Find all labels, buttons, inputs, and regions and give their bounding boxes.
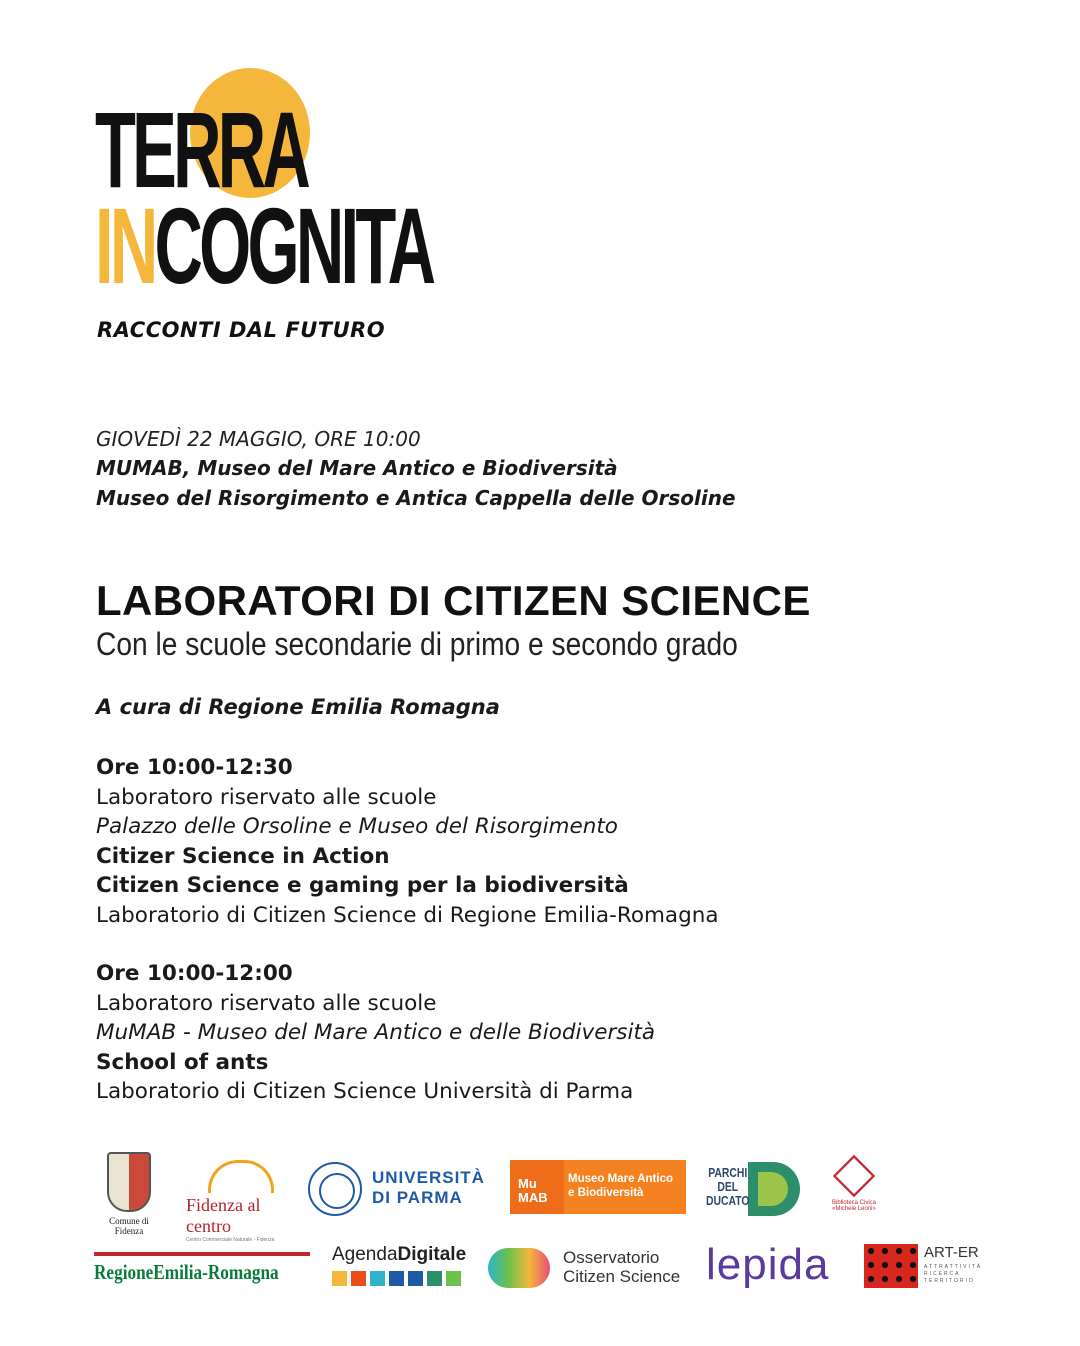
mumab-text — [568, 1172, 673, 1200]
art-er-sub3: TERRITORIO — [924, 1278, 975, 1284]
agenda-squares — [332, 1271, 466, 1286]
session-title: Citizer Science in Action — [96, 843, 390, 869]
session-organizer: Laboratorio di Citizen Science di Regione Emilia-Romagna — [96, 902, 719, 928]
lepida-logo: lepida — [706, 1240, 830, 1289]
art-er-label: ART-ER — [924, 1244, 979, 1261]
parchi-text — [706, 1166, 750, 1208]
event-venue-2: Museo del Risorgimento e Antica Cappella delle Orsoline — [96, 486, 736, 510]
agenda-text — [332, 1244, 466, 1266]
logo-line-terra: TERRA — [95, 89, 308, 210]
sponsor-logos — [0, 1140, 1080, 1340]
session-title: School of ants — [96, 1049, 269, 1075]
tagline: RACCONTI DAL FUTURO — [97, 318, 386, 342]
session-note: Laboratoro riservato alle scuole — [96, 784, 437, 810]
osserv-text — [563, 1248, 680, 1286]
comune-label: Comune di Fidenza — [109, 1216, 149, 1236]
session-location: Palazzo delle Orsoline e Museo del Risorgimento — [96, 814, 618, 839]
event-date: GIOVEDÌ 22 MAGGIO, ORE 10:00 — [96, 427, 421, 451]
unipr-line1: UNIVERSITÀ — [372, 1168, 485, 1187]
parchi-del-ducato-logo — [706, 1162, 802, 1218]
fidenza-sub: Centro Commerciale Naturale - Fidenza — [186, 1237, 275, 1243]
art-er-sub2: RICERCA — [924, 1271, 961, 1277]
colosseum-arch-icon — [208, 1160, 274, 1193]
mumab-line1: Museo Mare Antico — [568, 1173, 674, 1185]
terra-incognita-logo — [95, 68, 433, 308]
biblioteca-logo — [826, 1156, 882, 1212]
parchi-line1: PARCHI — [708, 1165, 748, 1180]
logo-rest-cognita: COGNITA — [154, 185, 433, 306]
session-1 — [96, 753, 719, 930]
session-location: MuMAB - Museo del Mare Antico e delle Biodiversità — [96, 1020, 656, 1045]
art-er-logo — [864, 1244, 988, 1290]
coat-of-arms-icon — [107, 1152, 151, 1212]
session-2 — [96, 959, 655, 1107]
regione-emilia-romagna-logo — [94, 1252, 310, 1285]
colorful-waves-icon — [488, 1248, 550, 1288]
biblioteca-label: Biblioteca Civica «Michele Leoni» — [831, 1200, 877, 1212]
page-subtitle: Con le scuole secondarie di primo e secondo grado — [96, 626, 738, 662]
agenda-word-a: Agenda — [332, 1244, 398, 1265]
mumab-logo — [510, 1160, 686, 1214]
unipr-line2: DI PARMA — [372, 1188, 463, 1207]
page-title: LABORATORI DI CITIZEN SCIENCE — [96, 577, 811, 624]
mumab-box-line1: Mu — [518, 1176, 537, 1191]
session-note: Laboratoro riservato alle scuole — [96, 990, 437, 1016]
session-time: Ore 10:00-12:00 — [96, 961, 293, 986]
ducato-d-icon — [748, 1162, 800, 1216]
agenda-digitale-logo — [332, 1244, 466, 1286]
fidenza-label: Fidenza al centro — [186, 1195, 261, 1236]
art-er-sub — [924, 1264, 982, 1285]
mumab-box-line2: MAB — [518, 1190, 548, 1205]
universita-parma-logo — [308, 1162, 488, 1222]
fidenza-al-centro-logo — [186, 1160, 286, 1243]
rer-red-bar — [94, 1252, 310, 1256]
comune-di-fidenza-logo — [94, 1152, 164, 1236]
agenda-word-b: Digitale — [397, 1244, 467, 1265]
parchi-line2: DEL — [717, 1179, 739, 1194]
session-time: Ore 10:00-12:30 — [96, 755, 293, 780]
university-seal-icon — [308, 1162, 362, 1216]
mumab-box — [510, 1160, 564, 1214]
biblioteca-mark-icon — [833, 1155, 875, 1197]
session-organizer: Laboratorio di Citizen Science Università di Parma — [96, 1079, 634, 1104]
art-er-sub1: ATTRATTIVITÀ — [924, 1264, 983, 1270]
art-er-pattern-icon — [864, 1244, 918, 1288]
rer-label: RegioneEmilia-Romagna — [94, 1260, 279, 1284]
curator-line: A cura di Regione Emilia Romagna — [96, 695, 500, 719]
parchi-line3: DUCATO — [706, 1193, 750, 1208]
unipr-text — [372, 1168, 485, 1208]
mumab-line2: e Biodiversità — [568, 1187, 644, 1199]
session-title: Citizen Science e gaming per la biodiversità — [96, 873, 629, 898]
osserv-line2: Citizen Science — [563, 1267, 681, 1286]
logo-line-incognita — [95, 185, 433, 306]
event-venue-1: MUMAB, Museo del Mare Antico e Biodiversità — [96, 456, 618, 480]
logo-highlight-in: IN — [95, 185, 155, 306]
osserv-line1: Osservatorio — [563, 1248, 660, 1267]
